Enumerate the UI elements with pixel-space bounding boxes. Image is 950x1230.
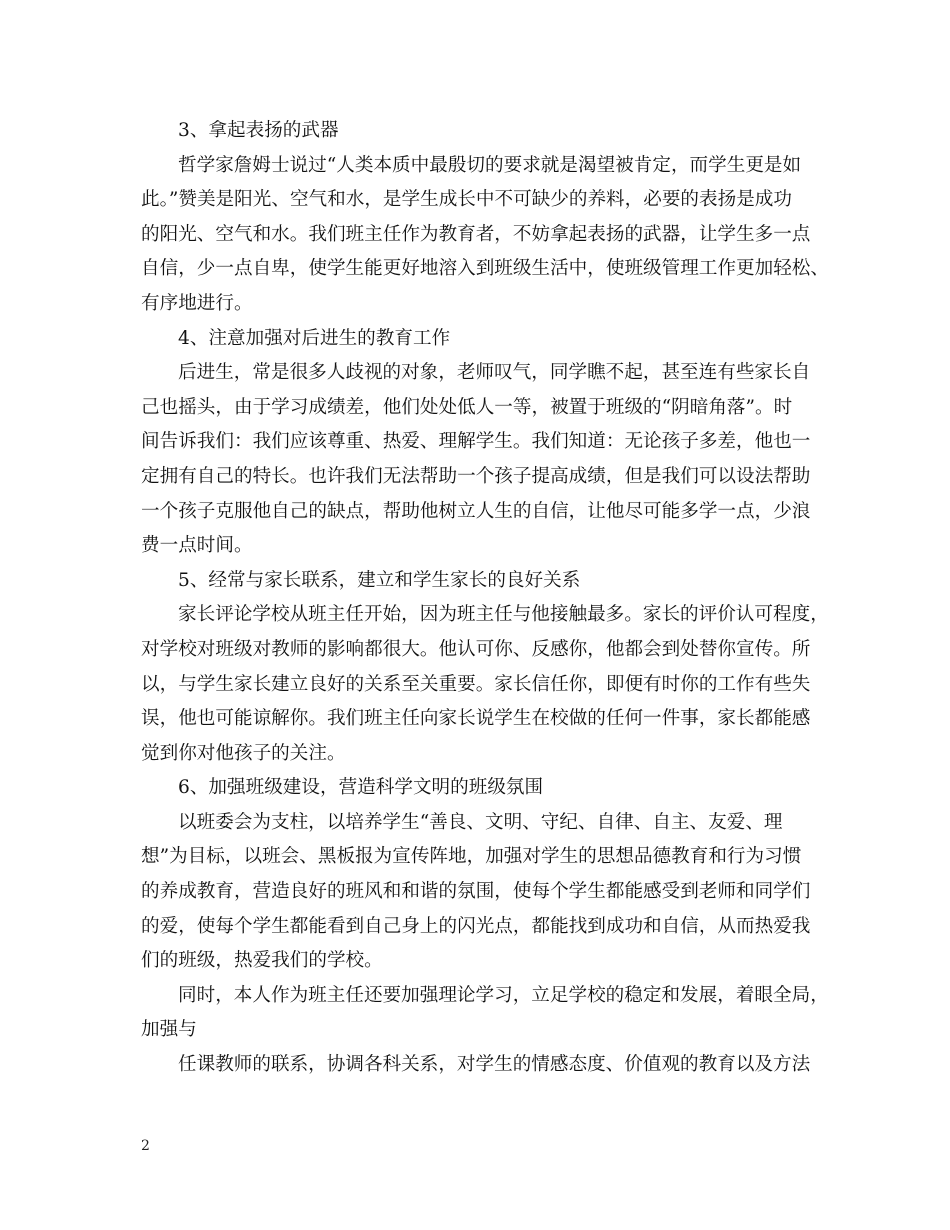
paragraph [141,598,841,771]
paragraph-line: 以班委会为支柱，以培养学生“善良、文明、守纪、自律、自主、友爱、理 [178,811,783,833]
paragraph [141,806,841,979]
paragraph-line: 对学校对班级对教师的影响都很大。他认可你、反感你，他都会到处替你宣传。所 [141,638,811,660]
paragraph-line: 的养成教育，营造良好的班风和和谐的氛围，使每个学生都能感受到老师和同学们 [141,881,811,903]
section-heading: 6、加强班级建设，营造科学文明的班级氛围 [178,777,544,799]
section-heading: 5、经常与家长联系，建立和学生家长的良好关系 [178,569,581,591]
paragraph-line: 觉到你对他孩子的关注。 [141,742,346,764]
paragraph-line: 误，他也可能谅解你。我们班主任向家长说学生在校做的任何一件事，家长都能感 [141,708,811,730]
paragraph-line: 哲学家詹姆士说过“人类本质中最殷切的要求就是渴望被肯定，而学生更是如 [178,154,802,176]
paragraph-line: 的爱，使每个学生都能看到自己身上的闪光点，都能找到成功和自信，从而热爱我 [141,915,811,937]
paragraph-line: 加强与 [141,1019,197,1041]
page-number: 2 [141,1138,150,1154]
paragraph-line: 费一点时间。 [141,535,253,557]
section-heading: 3、拿起表扬的武器 [178,120,339,141]
paragraph-line: 自信，少一点自卑，使学生能更好地溶入到班级生活中，使班级管理工作更加轻松、 [141,258,829,280]
paragraph-line: 定拥有自己的特长。也许我们无法帮助一个孩子提高成绩，但是我们可以设法帮助 [141,465,811,487]
paragraph [141,149,841,322]
paragraph [141,356,841,564]
paragraph-line: 想”为目标，以班会、黑板报为宣传阵地，加强对学生的思想品德教育和行为习惯 [141,846,802,868]
section-heading: 4、注意加强对后进生的教育工作 [178,327,451,349]
paragraph-line: 后进生，常是很多人歧视的对象，老师叹气，同学瞧不起，甚至连有些家长自 [178,362,811,384]
paragraph [141,979,841,1048]
paragraph-line: 任课教师的联系，协调各科关系，对学生的情感态度、价值观的教育以及方法 [178,1054,811,1076]
paragraph-line: 间告诉我们：我们应该尊重、热爱、理解学生。我们知道：无论孩子多差，他也一 [141,431,811,453]
document-body [141,114,841,1083]
paragraph-line: 的阳光、空气和水。我们班主任作为教育者，不妨拿起表扬的武器，让学生多一点 [141,223,811,245]
paragraph [141,1048,841,1083]
paragraph-line: 此。”赞美是阳光、空气和水，是学生成长中不可缺少的养料，必要的表扬是成功 [141,189,792,211]
paragraph-line: 家长评论学校从班主任开始，因为班主任与他接触最多。家长的评价认可程度， [178,604,829,626]
paragraph-line: 同时，本人作为班主任还要加强理论学习，立足学校的稳定和发展，着眼全局， [178,984,829,1006]
paragraph-line: 己也摇头，由于学习成绩差，他们处处低人一等，被置于班级的“阴暗角落”。时 [141,396,793,418]
paragraph-line: 以，与学生家长建立良好的关系至关重要。家长信任你，即便有时你的工作有些失 [141,673,811,695]
paragraph-line: 一个孩子克服他自己的缺点，帮助他树立人生的自信，让他尽可能多学一点，少浪 [141,500,811,522]
paragraph-line: 有序地进行。 [141,292,253,314]
paragraph-line: 们的班级，热爱我们的学校。 [141,950,383,972]
